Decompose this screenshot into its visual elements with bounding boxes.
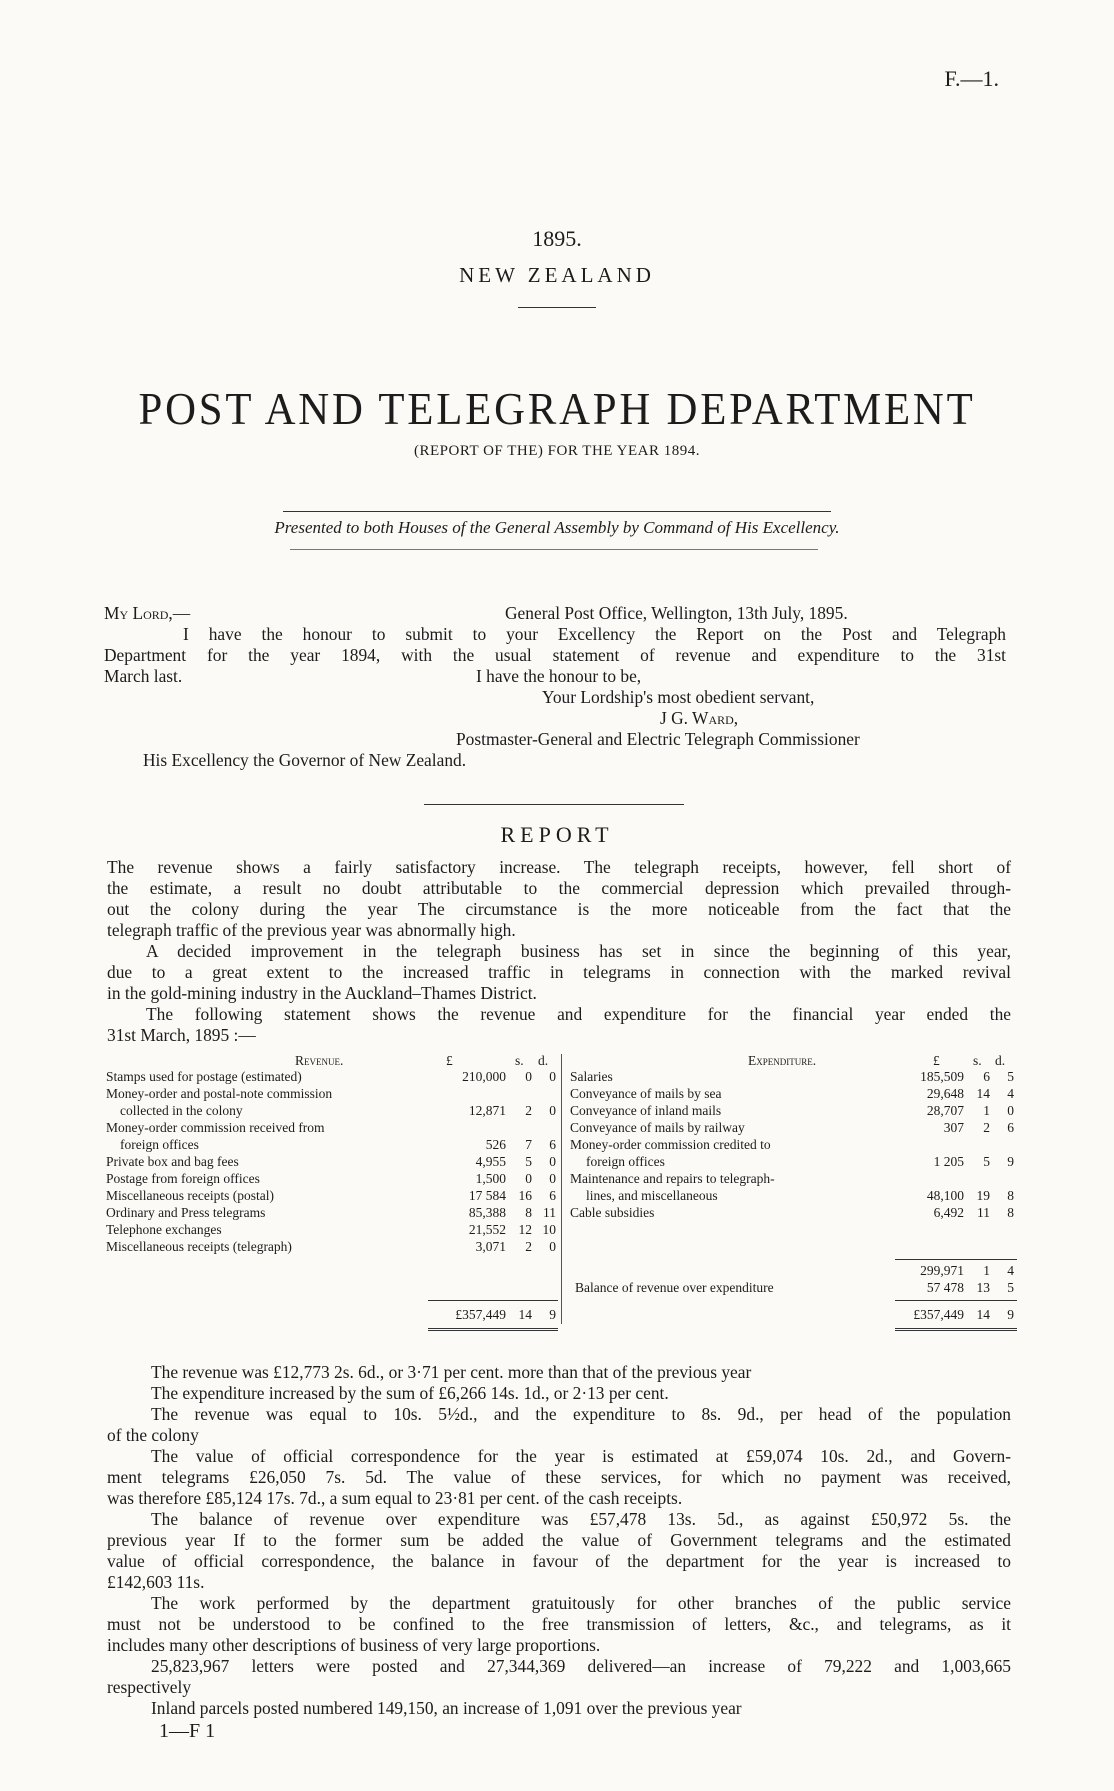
revenue-row-shillings: 12 [518,1222,532,1237]
col-pounds: £ [933,1053,940,1068]
revenue-row-pounds: 4,955 [475,1154,506,1169]
para4: The revenue was £12,773 2s. 6d., or 3·71 per cent. more than that of the previous year [151,1362,752,1382]
para7-line: The value of official correspondence for the year is estimated at £59,074 10s. 2d., and Govern- [151,1446,1011,1466]
para3-line: 31st March, 1895 :— [107,1025,256,1045]
para10-line: 25,823,967 letters were posted and 27,344,369 delivered—an increase of 79,222 and 1,003,665 [151,1656,1011,1676]
para2-line: in the gold-mining industry in the Auckland–Thames District. [107,983,537,1003]
exp-subtotal-rule [895,1259,1017,1260]
expenditure-row-label: Conveyance of mails by sea [570,1086,722,1101]
expenditure-row-pounds: 28,707 [926,1103,964,1118]
para7-line: was therefore £85,124 17s. 7d., a sum equal to 23·81 per cent. of the cash receipts. [107,1488,683,1508]
exp-subtotal-pounds: 299,971 [920,1263,964,1278]
revenue-row-pence: 10 [542,1222,556,1237]
revenue-total-pounds: £357,449 [455,1307,506,1322]
page-title: POST AND TELEGRAPH DEPARTMENT [138,383,976,434]
expenditure-row-shillings: 5 [983,1154,990,1169]
revenue-row-pence: 0 [549,1171,556,1186]
revenue-row-pence: 0 [549,1069,556,1084]
presented-rule-top [283,511,831,512]
revenue-row-shillings: 0 [525,1171,532,1186]
revenue-row-pounds: 210,000 [462,1069,506,1084]
revenue-row-shillings: 2 [525,1103,532,1118]
col-shillings: s. [973,1053,982,1068]
revenue-row-pounds: 12,871 [468,1103,506,1118]
expenditure-total-pence: 9 [1007,1307,1014,1322]
expenditure-total-double-rule [895,1328,1017,1331]
revenue-row-label: Postage from foreign offices [106,1171,260,1186]
revenue-row-pence: 0 [549,1239,556,1254]
revenue-row-shillings: 0 [525,1069,532,1084]
revenue-row-label: Ordinary and Press telegrams [106,1205,266,1220]
para8-line: £142,603 11s. [107,1572,205,1592]
exp-subtotal-pence: 4 [1007,1263,1014,1278]
para9-line: includes many other descriptions of business of very large proportions. [107,1635,601,1655]
para5: The expenditure increased by the sum of £6,266 14s. 1d., or 2·13 per cent. [151,1383,669,1403]
expenditure-row-label: Maintenance and repairs to telegraph- [570,1171,775,1186]
expenditure-row-shillings: 2 [983,1120,990,1135]
letter-line-2: Department for the year 1894, with the usual statement of revenue and expenditure to the 31st [104,645,1006,665]
para1-line: telegraph traffic of the previous year was abnormally high. [107,920,516,940]
expenditure-row-pence: 8 [1007,1188,1014,1203]
letter-salutation: My Lord,— [104,603,191,623]
balance-pounds: 57 478 [926,1280,964,1295]
revenue-row-label: Stamps used for postage (estimated) [106,1069,302,1084]
revenue-total-shillings: 14 [518,1307,532,1322]
revenue-row-pounds: 85,388 [468,1205,506,1220]
para3-line: The following statement shows the revenue and expenditure for the financial year ended the [146,1004,1011,1024]
revenue-row-label: Private box and bag fees [106,1154,239,1169]
expenditure-row-shillings: 11 [977,1205,990,1220]
letter-closing-2: Your Lordship's most obedient servant, [542,687,815,707]
revenue-row-pounds: 3,071 [475,1239,506,1254]
revenue-row-shillings: 16 [518,1188,532,1203]
expenditure-row-pence: 8 [1007,1205,1014,1220]
letter-signature: J G. Ward, [660,708,739,728]
col-pence: d. [538,1053,549,1068]
revenue-row-pounds: 21,552 [468,1222,506,1237]
expenditure-total-pounds: £357,449 [913,1307,964,1322]
revenue-total-pence: 9 [549,1307,556,1322]
revenue-row-label: foreign offices [120,1137,199,1152]
revenue-row-pounds: 526 [485,1137,506,1152]
exp-subtotal-shillings: 1 [983,1263,990,1278]
col-pounds: £ [446,1053,453,1068]
expenditure-row-pounds: 1 205 [933,1154,964,1169]
expenditure-row-shillings: 19 [976,1188,990,1203]
para7-line: ment telegrams £26,050 7s. 5d. The value of these services, for which no payment was received, [107,1467,1011,1487]
balance-label: Balance of revenue over expenditure [575,1280,774,1295]
expenditure-row-pounds: 48,100 [926,1188,964,1203]
revenue-row-pence: 0 [549,1154,556,1169]
para11: Inland parcels posted numbered 149,150, an increase of 1,091 over the previous year [151,1698,742,1718]
revenue-total-double-rule [428,1328,558,1331]
report-year: 1895. [532,226,582,251]
letter-line-3: March last. [104,666,183,686]
revenue-row-label: collected in the colony [120,1103,243,1118]
para1-line: the estimate, a result no doubt attributable to the commercial depression which prevailed through- [107,878,1011,898]
para2-line: A decided improvement in the telegraph business has set in since the beginning of this year, [146,941,1011,961]
page-subtitle: (REPORT OF THE) FOR THE YEAR 1894. [414,443,700,459]
para6-line: of the colony [107,1425,199,1445]
letter-closing-1: I have the honour to be, [476,666,642,686]
para2-line: due to a great extent to the increased traffic in telegrams in connection with the marked revival [107,962,1011,982]
expenditure-row-label: Salaries [570,1069,613,1084]
expenditure-total-rule [895,1300,1017,1301]
revenue-row-pence: 11 [543,1205,556,1220]
expenditure-row-pence: 4 [1007,1086,1014,1101]
revenue-header: Revenue. [295,1053,344,1068]
presented-line: Presented to both Houses of the General Assembly by Command of His Excellency. [274,518,840,537]
revenue-row-pounds: 17 584 [468,1188,506,1203]
revenue-row-label: Miscellaneous receipts (postal) [106,1188,274,1203]
expenditure-row-label: Conveyance of mails by railway [570,1120,745,1135]
revenue-row-label: Money-order commission received from [106,1120,325,1135]
expenditure-row-shillings: 14 [976,1086,990,1101]
para8-line: value of official correspondence, the balance in favour of the department for the year is increased to [107,1551,1011,1571]
letter-addressee: His Excellency the Governor of New Zealand. [143,750,467,770]
revenue-row-label: Money-order and postal-note commission [106,1086,333,1101]
letter-line-1: I have the honour to submit to your Excellency the Report on the Post and Telegraph [183,624,1006,644]
expenditure-row-label: Cable subsidies [570,1205,655,1220]
revenue-row-label: Miscellaneous receipts (telegraph) [106,1239,292,1254]
country-title: NEW ZEALAND [459,263,655,287]
expenditure-row-pence: 9 [1007,1154,1014,1169]
balance-pence: 5 [1007,1280,1014,1295]
expenditure-row-shillings: 1 [983,1103,990,1118]
expenditure-header: Expenditure. [748,1053,817,1068]
expenditure-row-label: lines, and miscellaneous [586,1188,718,1203]
para8-line: previous year If to the former sum be added the value of Government telegrams and the estimated [107,1530,1011,1550]
letter-signature-title: Postmaster-General and Electric Telegraph Commissioner [456,729,860,749]
expenditure-row-label: Conveyance of inland mails [570,1103,722,1118]
report-heading: REPORT [500,822,614,847]
expenditure-row-pounds: 29,648 [926,1086,964,1101]
page-footer: 1—F 1 [159,1720,216,1742]
para9-line: must not be understood to be confined to the free transmission of letters, &c., and telegrams, as it [107,1614,1011,1634]
letter-place-date: General Post Office, Wellington, 13th July, 1895. [505,603,848,623]
revenue-row-label: Telephone exchanges [106,1222,222,1237]
para8-line: The balance of revenue over expenditure was £57,478 13s. 5d., as against £50,972 5s. the [151,1509,1011,1529]
table-divider [561,1054,562,1324]
expenditure-row-pounds: 6,492 [933,1205,964,1220]
para9-line: The work performed by the department gratuitously for other branches of the public service [151,1593,1011,1613]
expenditure-row-pence: 0 [1007,1103,1014,1118]
revenue-row-pounds: 1,500 [475,1171,506,1186]
revenue-row-pence: 6 [549,1188,556,1203]
para1-line: out the colony during the year The circumstance is the more noticeable from the fact that the [107,899,1011,919]
revenue-total-rule [428,1300,558,1301]
revenue-row-shillings: 2 [525,1239,532,1254]
balance-shillings: 13 [976,1280,990,1295]
expenditure-row-label: foreign offices [586,1154,665,1169]
revenue-row-shillings: 5 [525,1154,532,1169]
expenditure-row-pence: 6 [1007,1120,1014,1135]
expenditure-row-pounds: 185,509 [920,1069,964,1084]
col-pence: d. [995,1053,1006,1068]
revenue-row-pence: 0 [549,1103,556,1118]
letter-rule [424,804,684,805]
revenue-row-shillings: 7 [525,1137,532,1152]
expenditure-row-shillings: 6 [983,1069,990,1084]
revenue-row-shillings: 8 [525,1205,532,1220]
revenue-row-pence: 6 [549,1137,556,1152]
para10-line: respectively [107,1677,192,1697]
expenditure-total-shillings: 14 [976,1307,990,1322]
header-rule [518,307,596,308]
presented-rule-bottom [290,549,818,550]
expenditure-row-pounds: 307 [943,1120,964,1135]
expenditure-row-label: Money-order commission credited to [570,1137,771,1152]
col-shillings: s. [515,1053,524,1068]
expenditure-row-pence: 5 [1007,1069,1014,1084]
page-reference: F.—1. [944,66,999,91]
para6-line: The revenue was equal to 10s. 5½d., and the expenditure to 8s. 9d., per head of the population [151,1404,1011,1424]
para1-line: The revenue shows a fairly satisfactory increase. The telegraph receipts, however, fell short of [107,857,1011,877]
